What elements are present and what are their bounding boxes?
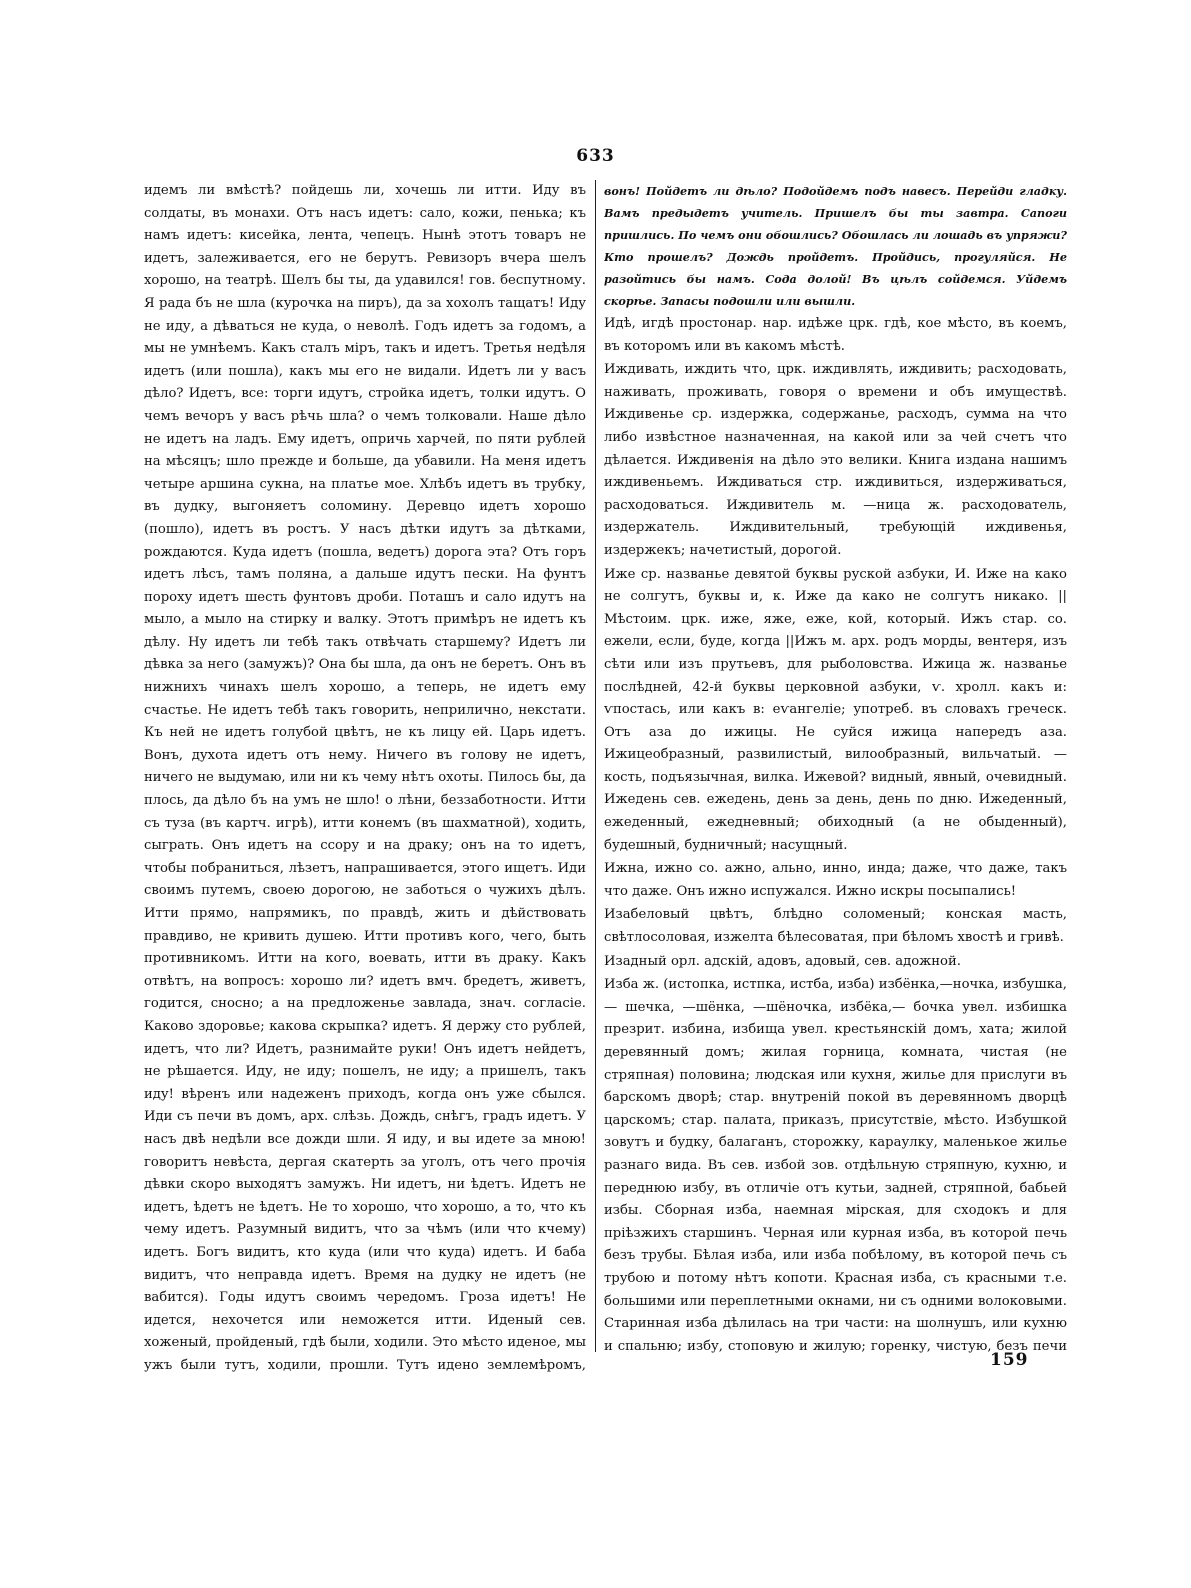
page-number: 633 [576,146,615,166]
entry-izba: Изба ж. (истопка, истпка, истба, изба) избёнка,—ночка, избушка, — шечка, —шёнка, —шёночка, избёка,— бочка увел. избишка презрит. избина, избища увел. крестьянскій домъ, хата; жилой деревянный домъ; жилая горница, комната, чистая (не стряпная) половина; людская или кухня, жилье для прислуги въ барскомъ дворѣ; стар. внутреній покой въ деревянномъ дворцѣ царскомъ; стар. палата, приказъ, присутствіе, мѣсто. Избушкой зовутъ и будку, балаганъ, сторожку, караулку, маленькое жилье разнаго вида. Въ сев. избой зов. отдѣльную стряпную, кухню, и переднюю избу, въ отличіе отъ кутьи, задней, стряпной, бабьей избы. Сборная изба, наемная мірская, для сходокъ и для пріѣзжихъ старшинъ. Черная или курная изба, въ которой печь безъ трубы. Бѣлая изба, или изба побѣлому, въ которой печь съ трубою и потому нѣтъ копоти. Красная изба, съ красными т.е. большими или переплетными окнами, ни съ одними волоковыми. Старинная изба дѣлилась на три части: на шолнушъ, или кухню и спальню; избу, стоповую и жилую; горенку, чистую, безъ печи [604,977,1067,1354]
entry-paragraph: идемъ ли вмѣстѣ? пойдешь ли, хочешь ли итти. Иду въ солдаты, въ монахи. Отъ насъ идетъ: сало, кожи, пенька; къ намъ идетъ: кисейка, лента, чепецъ. Нынѣ этотъ товаръ не идетъ, залеживается, его не берутъ. Ревизоръ вчера шелъ хорошо, на театрѣ. Шелъ бы ты, да удавился! гов. беспутному. Я рада бъ не шла (курочка на пиръ), да за хохолъ тащатъ! Иду не иду, а дѣваться не куда, о неволѣ. Годъ идетъ за годомъ, а мы не умнѣемъ. Какъ сталъ міръ, такъ и идетъ. Третья недѣля идетъ (или пошла), какъ мы его не видали. Идетъ ли у васъ дѣло? Идетъ, все: торги идутъ, стройка идетъ, толки идутъ. О чемъ вечоръ у васъ рѣчь шла? о чемъ толковали. Наше дѣло не идетъ на ладъ. Ему идетъ, опричь харчей, по пяти рублей на мѣсяцъ; шло прежде и больше, да убавили. На меня идетъ четыре аршина сукна, на платье мое. Хлѣбъ идетъ въ трубку, въ дудку, выгоняетъ соломину. Деревцо идетъ хорошо (пошло), идетъ въ ростъ. У насъ дѣтки идутъ за дѣтками, рождаются. Куда идетъ (пошла, ведетъ) дорога эта? Отъ горъ идетъ лѣсъ, тамъ поляна, а дальше идутъ пески. На фунтъ пороху идетъ шесть фунтовъ дроби. Поташъ и сало идутъ на мыло, а мыло на стирку и валку. Этотъ примѣръ не идетъ къ дѣлу. Ну идетъ ли тебѣ такъ отвѣчать старшему? Идетъ ли дѣвка за него (замужъ)? Она бы шла, да онъ не беретъ. Онъ въ нижнихъ чинахъ шелъ хорошо, а теперь, не идетъ ему счастье. Не идетъ тебѣ такъ говорить, неприлично, некстати. Къ ней не идетъ голубой цвѣтъ, не къ лицу ей. Царь идетъ. Вонъ, духота идетъ отъ нему. Ничего въ голову не идетъ, ничего не выдумаю, или ни къ чему нѣтъ охоты. Пилось бы, да плось, да дѣло бъ на умъ не шло! о лѣни, беззаботности. Итти съ туза (въ картч. игрѣ), итти конемъ (въ шахматной), ходить, сыграть. Онъ идетъ на ссору и на драку; онъ на то идетъ, чтобы побраниться, лѣзетъ, напрашивается, этого ищетъ. Иди своимъ путемъ, своею дорогою, не заботься о чужихъ дѣлъ. Итти прямо, напрямикъ, по правдѣ, жить и дѣйствовать правдиво, не кривить душею. Итти противъ кого, чего, быть противникомъ. Итти на кого, воевать, итти въ драку. Какъ отвѣтъ, на вопросъ: хорошо ли? идетъ вмч. бредетъ, живетъ, годится, сносно; а на предложенье завлада, знач. согласіе. Каково здоровье; какова скрыпка? идетъ. Я держу сто рублей, идетъ, что ли? Идетъ, разнимайте руки! Онъ идетъ нейдетъ, не рѣшается. Иду, не иду; пошелъ, не иду; а пришелъ, такъ иду! вѣренъ или надеженъ приходъ, когда онъ уже сбылся. Иди съ печи въ домъ, арх. слѣзь. Дождь, снѣгъ, градъ идетъ. У насъ двѣ недѣли все дожди шли. Я иду, и вы идете за мною! говоритъ невѣста, дергая скатерть за уголъ, отъ чего прочія дѣвки скоро выходятъ замужъ. Ни идетъ, ни ѣдетъ. Идетъ не идетъ, ѣдетъ не ѣдетъ. Не то хорошо, что хорошо, а то, что къ чему идетъ. Разумный видитъ, что за чѣмъ (или что кчему) идетъ. Богъ видитъ, кто куда (или что куда) идетъ. И баба видитъ, что неправда идетъ. Время на дудку не идетъ (не вабится). Годы идутъ своимъ чередомъ. Гроза идетъ! Не идется, нехочется или неможется итти. Иденый сев. хоженый, пройденый, гдѣ были, ходили. Это мѣсто иденое, мы ужъ были тутъ, ходили, прошли. Тутъ идено землемѣромъ, [144,183,586,1373]
right-column [604,180,1067,1360]
entry-ide: Идѣ, игдѣ простонар. нар. идѣже црк. гдѣ, кое мѣсто, въ коемъ, въ которомъ или въ какомъ мѣстѣ. [604,316,1067,354]
entry-izhdivat: Иждивать, иждить что, црк. иждивлять, иждивить; расходовать, наживать, проживать, говоря о времени и объ имуществѣ. Иждивенье ср. издержка, содержанье, расходъ, сумма на что либо извѣстное назначенная, на какой или за чей счетъ что дѣлается. Иждивенія на дѣло это велики. Книга издана нашимъ иждивеньемъ. Иждиваться стр. иждивиться, издерживаться, расходоваться. Иждивитель м. —ница ж. расходователь, издержатель. Иждивительный, требующій иждивенья, издержекъ; начетистый, дорогой. [604,362,1067,558]
column-divider [595,180,596,1352]
entry-izadnyi: Изадный орл. адскій, адовъ, адовый, сев. адожной. [604,953,961,969]
entry-izhe: Иже ср. названье девятой буквы руской азбуки, И. Иже на како не солгутъ, буквы и, к. Иже да како не солгутъ никако. ||Мѣстоим. црк. иже, яже, еже, кой, который. Ижъ стар. со. ежели, если, буде, когда ||Ижъ м. арх. родъ морды, вентеря, изъ сѣти или изъ прутьевъ, для рыболовства. Ижица ж. названье послѣдней, 42-й буквы церковной азбуки, ѵ. хролл. какъ и: ѵпостась, или какъ в: еѵангеліе; употреб. въ словахъ греческ. Отъ аза до ижицы. Не суйся ижица напередъ аза. Ижицеобразный, развилистый, вилообразный, вильчатый. —кость, подъязычная, вилка. Ижевой? видный, явный, очевидный. Ижедень сев. ежедень, день за день, день по дню. Ижеденный, ежеденный, ежедневный; обиходный (а не обыденный), будешный, будничный; насущный. [604,566,1067,853]
entry-izhna: Ижна, ижно со. ажно, ально, инно, инда; даже, что даже, такъ что даже. Онъ ижно испужался. Ижно искры посыпались! [604,861,1067,899]
left-column [144,180,586,1380]
entry-examples: вонъ! Пойдетъ ли дѣло? Подойдемъ подъ навесъ. Перейди гладку. Вамъ предыдетъ учитель. Пришелъ бы ты завтра. Сапоги пришлись. По чемъ они обошлись? Обошлась ли лошадь въ упряжи? Кто прошелъ? Дождь пройдетъ. Пройдись, прогуляйся. Не разойтись бы намъ. Сода долой! Въ цѣлъ сойдемся. Уйдемъ скорѣе. Запасы подошли или вышли. [604,184,1067,308]
entry-izabelovyi: Изабеловый цвѣтъ, блѣдно соломеный; конская масть, свѣтлосоловая, изжелта бѣлесоватая, при бѣломъ хвостѣ и гривѣ. [604,907,1067,946]
footer-page-number: 159 [990,1350,1029,1370]
